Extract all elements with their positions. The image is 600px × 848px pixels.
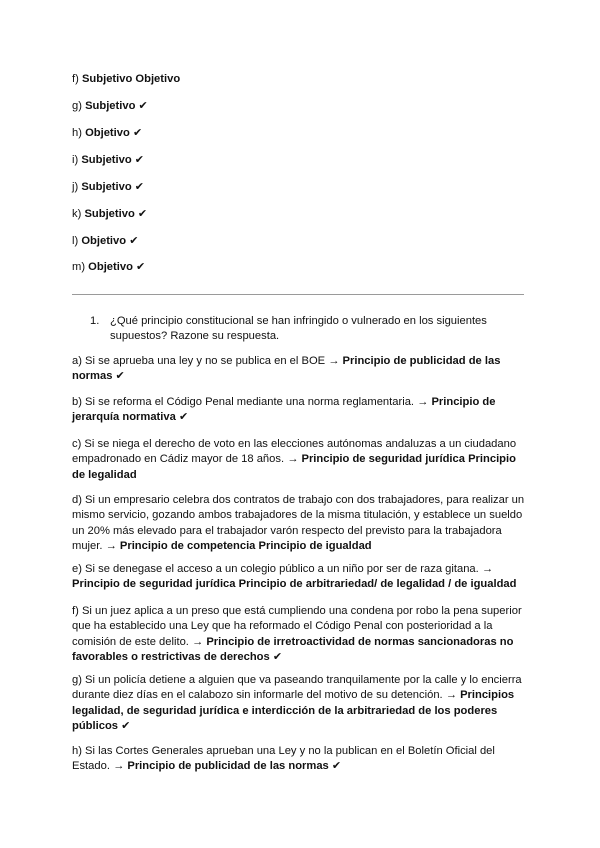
case-answer: Principio de irretroactividad de normas sancionadoras no favorables o restrictivas de derechos bbox=[72, 635, 514, 663]
case-answer: Principios legalidad, de seguridad jurídica e interdicción de la arbitrariedad de los poderes públicos bbox=[72, 689, 515, 732]
item-answer: Objetivo bbox=[81, 235, 127, 247]
item-answer: Objetivo bbox=[85, 127, 130, 139]
arrow-icon: → bbox=[481, 563, 494, 575]
item-answer: Subjetivo bbox=[81, 154, 132, 166]
question-text: ¿Qué principio constitucional se han infringido o vulnerado en los siguientes supuestos? Razone su respuesta. bbox=[110, 315, 487, 342]
case-paragraph bbox=[72, 604, 527, 665]
case-text: e) Si se denegase el acceso a un colegio público a un niño por ser de raza gitana. bbox=[72, 563, 479, 575]
item-prefix: i) bbox=[72, 154, 79, 166]
case-answer: Principio de publicidad de las normas bbox=[72, 355, 501, 383]
item-answer: Subjetivo Objetivo bbox=[81, 73, 181, 85]
case-answer: Principio de publicidad de las normas bbox=[127, 760, 329, 773]
item-prefix: l) bbox=[72, 235, 79, 247]
case-text: c) Si se niega el derecho de voto en las elecciones autónomas andaluzas a un ciudadano empadronado en Cádiz mayor de 18 años. bbox=[72, 438, 517, 466]
arrow-icon: → bbox=[105, 539, 117, 552]
checkmark-icon: ✔ bbox=[129, 235, 139, 247]
checkmark-icon: ✔ bbox=[115, 370, 125, 383]
item-prefix: h) bbox=[72, 127, 82, 139]
item-prefix: g) bbox=[72, 100, 82, 112]
short-answer-item bbox=[72, 234, 139, 248]
arrow-icon: → bbox=[287, 453, 299, 466]
case-paragraph bbox=[72, 562, 527, 593]
case-text: g) Si un policía detiene a alguien que va paseando tranquilamente por la calle y lo encierra durante diez días en el calabozo sin informarle del motivo de su detención. bbox=[72, 674, 522, 702]
item-answer: Subjetivo bbox=[81, 181, 132, 193]
case-answer: Principio de seguridad jurídica Principio de legalidad bbox=[72, 453, 516, 481]
item-prefix: m) bbox=[72, 261, 86, 273]
item-prefix: k) bbox=[72, 208, 82, 220]
case-answer: Principio de jerarquía normativa bbox=[72, 396, 496, 424]
checkmark-icon: ✔ bbox=[134, 154, 145, 166]
item-answer: Objetivo bbox=[88, 261, 133, 273]
arrow-icon: → bbox=[445, 689, 457, 702]
case-paragraph bbox=[72, 354, 527, 385]
short-answer-item bbox=[72, 180, 144, 194]
case-text: a) Si se aprueba una ley y no se publica en el BOE bbox=[72, 355, 326, 367]
case-text: h) Si las Cortes Generales aprueban una Ley y no la publican en el Boletín Oficial del Estado. bbox=[72, 745, 495, 773]
checkmark-icon: ✔ bbox=[137, 208, 148, 220]
case-answer: Principio de seguridad jurídica Principio de arbitrariedad/ de legalidad / de igualdad bbox=[72, 578, 517, 591]
checkmark-icon: ✔ bbox=[136, 261, 146, 273]
checkmark-icon: ✔ bbox=[121, 719, 131, 732]
arrow-icon: → bbox=[328, 355, 340, 367]
checkmark-icon: ✔ bbox=[134, 181, 145, 193]
case-text: d) Si un empresario celebra dos contratos de trabajo con dos trabajadores, para realizar un mismo servicio, gozando ambos trabajadores de la misma titulación, y establece un sueldo un 20% más elevado para el trabajador varón respecto del previsto para la trabajadora mujer. bbox=[72, 494, 525, 552]
item-answer: Subjetivo bbox=[85, 100, 136, 112]
checkmark-icon: ✔ bbox=[132, 127, 143, 139]
checkmark-icon: ✔ bbox=[331, 760, 342, 773]
checkmark-icon: ✔ bbox=[272, 650, 283, 663]
case-paragraph bbox=[72, 395, 527, 426]
arrow-icon: → bbox=[113, 760, 125, 773]
checkmark-icon: ✔ bbox=[178, 411, 189, 424]
case-paragraph bbox=[72, 437, 527, 483]
case-answer: Principio de competencia Principio de igualdad bbox=[119, 539, 372, 552]
checkmark-icon: ✔ bbox=[138, 100, 148, 112]
item-prefix: j) bbox=[72, 181, 79, 193]
case-paragraph bbox=[72, 493, 527, 554]
item-prefix: f) bbox=[72, 73, 79, 85]
horizontal-divider bbox=[72, 294, 524, 295]
arrow-icon: → bbox=[192, 635, 204, 648]
short-answer-item bbox=[72, 153, 144, 167]
short-answer-item bbox=[72, 72, 180, 86]
case-text: f) Si un juez aplica a un preso que está cumpliendo una condena por robo la pena superior que ha establecido una Ley que ha reformado el Código Penal con posterioridad a la comisión de este delito. bbox=[72, 605, 522, 648]
short-answer-item bbox=[72, 207, 147, 221]
short-answer-item bbox=[72, 126, 142, 140]
short-answer-item bbox=[72, 99, 148, 113]
question-number: 1. bbox=[90, 315, 100, 327]
short-answer-item bbox=[72, 260, 145, 274]
case-text: b) Si se reforma el Código Penal mediante una norma reglamentaria. bbox=[72, 396, 415, 408]
case-paragraph bbox=[72, 673, 527, 734]
arrow-icon: → bbox=[417, 396, 429, 408]
case-paragraph bbox=[72, 744, 527, 775]
item-answer: Subjetivo bbox=[84, 208, 135, 220]
